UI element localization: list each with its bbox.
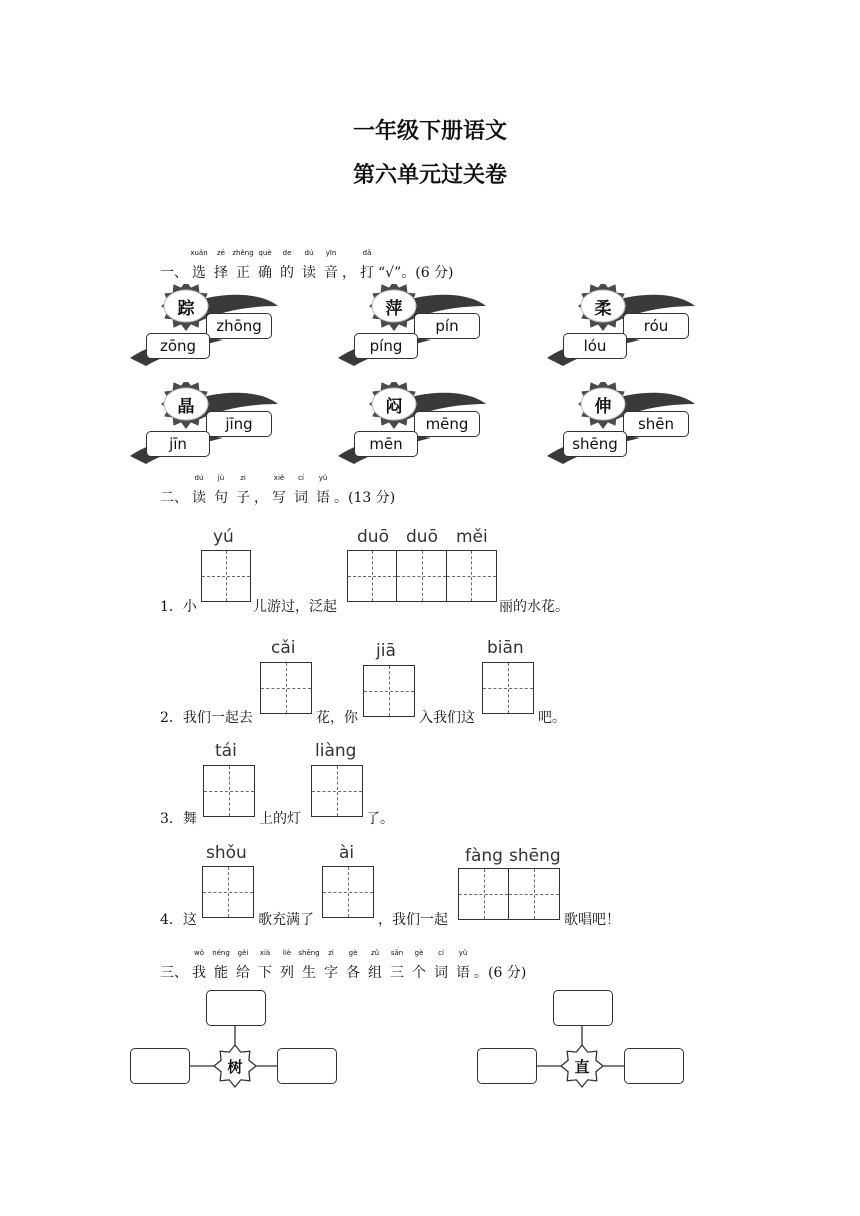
heading-char-pinyin: zé [217,249,225,257]
heading-char-text: 读 [302,265,316,281]
q4-text-3: 歌唱吧！ [564,912,620,928]
flower-character: 伸 [594,397,612,417]
heading-char [298,949,320,982]
heading-char-text: 选 [192,265,206,281]
heading-char [254,949,276,982]
word-web-connectors [0,990,860,1100]
heading-char-text: 给 [236,965,250,981]
q2-pinyin-2: jiā [376,641,396,661]
heading-char [408,949,430,982]
section2-heading [160,474,396,507]
heading-char-text: 语 [316,490,330,506]
heading-char [268,474,290,507]
heading-char-text: 词 [434,965,448,981]
heading-char-pinyin: zì [328,949,334,957]
flower-character: 晶 [177,397,195,417]
q2-pinyin-3: biān [487,638,524,658]
heading-char-pinyin: zhèng [232,249,254,257]
heading-char-pinyin: wǒ [193,949,204,957]
word-box-left[interactable] [477,1048,537,1084]
q3-text-num: 3．舞 [160,811,197,827]
pinyin-option-upper[interactable]: jīng [206,411,272,437]
heading-char-pinyin: cí [438,949,444,957]
heading-char [342,949,364,982]
page-title: 一年级下册语文 [352,118,507,144]
q1-text-num: 1．小 [160,599,197,615]
heading-char-pinyin: xiě [273,474,285,482]
heading-char [210,949,232,982]
pinyin-choice-item [545,284,710,369]
heading-char [232,474,254,507]
heading-char-text: ， [254,490,268,506]
flower-character: 柔 [594,299,612,319]
pinyin-choice-item [545,382,710,467]
heading-char-text: 三 [390,965,404,981]
heading-char-pinyin: néng [212,949,230,957]
pinyin-option-lower[interactable]: lóu [563,333,627,359]
q2-text-3: 吧。 [538,710,566,726]
heading-char-text: 句 [214,490,228,506]
pinyin-option-upper[interactable]: shēn [623,411,689,437]
heading-char-text: 各 [346,965,360,981]
q1-pinyin-2b: duō [406,527,438,547]
heading-char [320,949,342,982]
q2-text-1: 花，你 [316,710,358,726]
pinyin-option-upper[interactable]: róu [623,313,689,339]
heading-char-text: 打 [360,265,374,281]
heading-char [210,249,232,282]
heading-char-text: 子 [236,490,250,506]
heading-char-text: 音 [324,265,338,281]
heading-char-text: 我 [192,965,206,981]
heading-char-pinyin: gè [414,949,424,957]
q1-pinyin-1: yú [213,527,234,547]
heading-char [276,249,298,282]
heading-char-pinyin: shēng [298,949,320,957]
heading-char-pinyin: dǎ [362,249,372,257]
section3-heading [160,949,527,982]
heading-char-text: 能 [214,965,228,981]
heading-char-text: 语 [456,965,470,981]
heading-char [210,474,232,507]
heading-char-text: 列 [280,965,294,981]
heading-char [188,949,210,982]
q2-text-num: 2．我们一起去 [160,710,253,726]
pinyin-choice-item [128,382,293,467]
word-web-character: 树 [227,1058,243,1076]
heading-char [312,474,334,507]
q2-writing-box-1[interactable] [260,662,312,714]
pinyin-option-upper[interactable]: zhōng [206,313,272,339]
heading-char-text: 写 [272,490,286,506]
page-subtitle: 第六单元过关卷 [352,162,507,188]
pinyin-option-upper[interactable]: mēng [414,411,480,437]
heading-char [188,474,210,507]
heading-char-pinyin: dú [194,474,204,482]
heading-char-text: 确 [258,265,272,281]
heading-char-text: ， [342,265,356,281]
heading-char [188,249,210,282]
q4-pinyin-3b: shēng [509,846,561,866]
q3-writing-box-1[interactable] [203,765,255,817]
section1-tail: “√”。(6 分) [378,265,454,281]
heading-char [232,249,254,282]
section2-tail: 。(13 分) [334,490,396,506]
q4-pinyin-3a: fàng [465,846,503,866]
word-web-character: 直 [574,1058,590,1076]
heading-char-text: 生 [302,965,316,981]
q1-text-1: 儿游过，泛起 [253,599,337,615]
heading-char [320,249,342,282]
q3-text-1: 上的灯 [259,811,301,827]
flower-character: 踪 [177,299,195,319]
heading-char-pinyin: yǔ [318,474,328,482]
heading-char-text: 个 [412,965,426,981]
heading-char [386,949,408,982]
heading-char [254,487,268,507]
q4-writing-box-1[interactable] [202,866,254,918]
section1-lead: 一、 [160,265,188,281]
pinyin-choice-item [336,284,501,369]
word-box-top[interactable] [553,990,613,1026]
q2-writing-box-3[interactable] [482,662,534,714]
heading-char-text: 组 [368,965,382,981]
heading-char-pinyin: sān [390,949,404,957]
pinyin-option-upper[interactable]: pín [414,313,480,339]
q2-writing-box-2[interactable] [363,665,415,717]
heading-char [342,262,356,282]
heading-char-pinyin: zǔ [370,949,380,957]
heading-char-pinyin: xuǎn [190,249,208,257]
q1-pinyin-2a: duō [357,527,389,547]
q1-writing-box-2[interactable] [347,550,497,602]
heading-char-pinyin: liè [282,949,292,957]
heading-char-pinyin: gè [348,949,358,957]
q1-writing-box-1[interactable] [201,550,251,602]
pinyin-option-lower[interactable]: píng [354,333,418,359]
q4-pinyin-2: ài [339,843,355,863]
flower-character: 闷 [385,397,403,417]
pinyin-choice-item [128,284,293,369]
q4-writing-box-2[interactable] [322,866,374,918]
q4-text-2: ，我们一起 [378,912,448,928]
heading-char [290,474,312,507]
heading-char-pinyin: gěi [237,949,249,957]
section3-tail: 。(6 分) [474,965,527,981]
section1-heading [160,249,454,282]
word-box-right[interactable] [624,1048,684,1084]
q3-writing-box-2[interactable] [311,765,363,817]
q4-writing-box-3[interactable] [458,868,560,920]
heading-char [430,949,452,982]
section3-lead: 三、 [160,965,188,981]
heading-char [452,949,474,982]
pinyin-option-lower[interactable]: zōng [146,333,210,359]
heading-char [356,249,378,282]
q3-pinyin-1: tái [215,741,237,761]
pinyin-option-lower[interactable]: jīn [146,431,210,457]
heading-char-pinyin: de [282,249,292,257]
heading-char [364,949,386,982]
heading-char-pinyin: dú [304,249,314,257]
heading-char-pinyin: zi [240,474,246,482]
heading-char-pinyin: cí [298,474,304,482]
heading-char [254,249,276,282]
section2-lead: 二、 [160,490,188,506]
flower-character: 萍 [385,299,403,319]
heading-char-text: 择 [214,265,228,281]
q4-pinyin-1: shǒu [206,843,247,863]
q3-text-2: 了。 [366,811,394,827]
heading-char-text: 词 [294,490,308,506]
q1-text-2: 丽的水花。 [499,599,569,615]
heading-char-pinyin: yǔ [458,949,468,957]
heading-char-pinyin: yīn [325,249,337,257]
pinyin-choice-item [336,382,501,467]
pinyin-option-lower[interactable]: shēng [563,431,627,457]
heading-char-pinyin: què [258,249,272,257]
heading-char-text: 下 [258,965,272,981]
heading-char-text: 读 [192,490,206,506]
pinyin-option-lower[interactable]: mēn [354,431,418,457]
heading-char-pinyin: xià [259,949,271,957]
heading-char-text: 的 [280,265,294,281]
q1-pinyin-2c: měi [456,527,488,547]
q2-pinyin-1: cǎi [271,638,296,658]
q4-text-1: 歌充满了 [258,912,314,928]
q4-text-num: 4．这 [160,912,197,928]
heading-char [276,949,298,982]
heading-char [232,949,254,982]
q2-text-2: 入我们这 [419,710,475,726]
heading-char [298,249,320,282]
heading-char-text: 正 [236,265,250,281]
heading-char-pinyin: jù [217,474,225,482]
q3-pinyin-2: liàng [315,741,357,761]
heading-char-text: 字 [324,965,338,981]
